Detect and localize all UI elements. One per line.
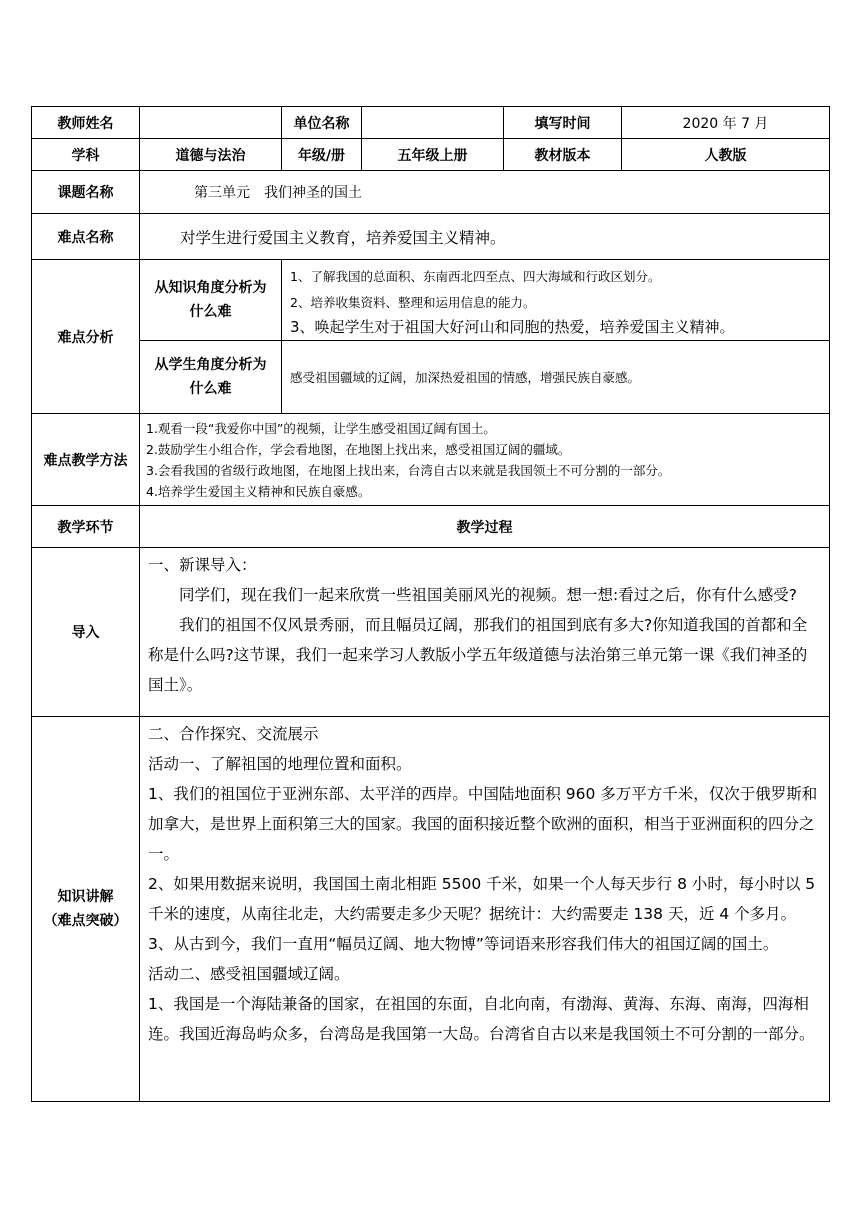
- student-angle-label: [140, 341, 282, 414]
- analysis-row-knowledge: [32, 260, 830, 341]
- process-label: 教学过程: [140, 506, 830, 548]
- knowledge-angle-content: [282, 260, 830, 341]
- lesson-plan-table: [31, 106, 830, 1102]
- analysis-row-student: [32, 341, 830, 414]
- knowledge-label-line1: 知识讲解: [57, 889, 114, 905]
- grade-value: 五年级上册: [362, 139, 504, 171]
- fill-time-value: 2020 年 7 月: [622, 107, 830, 139]
- difficulty-value: 对学生进行爱国主义教育，培养爱国主义精神。: [140, 214, 830, 260]
- unit-label: 单位名称: [282, 107, 362, 139]
- topic-value: 第三单元 我们神圣的国土: [140, 171, 830, 214]
- student-angle-label-line2: 什么难: [189, 381, 232, 397]
- method-item-3: 3.会看我国的省级行政地图，在地图上找出来，台湾自古以来就是我国领土不可分割的一部分。: [146, 462, 671, 478]
- intro-paragraph-1: 同学们，现在我们一起来欣赏一些祖国美丽风光的视频。想一想:看过之后，你有什么感受?: [179, 586, 797, 604]
- knowledge-content: [140, 717, 830, 1102]
- method-item-4: 4.培养学生爱国主义精神和民族自豪感。: [146, 483, 371, 499]
- knowledge-angle-label: [140, 260, 282, 341]
- method-item-1: 1.观看一段“我爱你中国”的视频，让学生感受祖国辽阔有国土。: [146, 420, 496, 436]
- intro-row: [32, 548, 830, 717]
- activity-1-title: 活动一、了解祖国的地理位置和面积。: [148, 755, 412, 773]
- difficulty-label: 难点名称: [32, 214, 140, 260]
- knowledge-item-1: 1、了解我国的总面积、东南西北四至点、四大海域和行政区划分。: [290, 269, 661, 284]
- knowledge-row: [32, 717, 830, 1102]
- unit-value: [362, 107, 504, 139]
- topic-row: [32, 171, 830, 214]
- intro-label: 导入: [32, 548, 140, 717]
- teacher-name-value: [140, 107, 282, 139]
- intro-heading: 一、新课导入：: [148, 556, 257, 574]
- knowledge-angle-label-line2: 什么难: [189, 304, 232, 320]
- header-row-2: [32, 139, 830, 171]
- knowledge-point-3: 3、从古到今，我们一直用“幅员辽阔、地大物博”等词语来形容我们伟大的祖国辽阔的国土。: [148, 935, 779, 953]
- knowledge-point-2: 2、如果用数据来说明，我国国土南北相距 5500 千米，如果一个人每天步行 8 小时，每小时以 5 千米的速度，从南往北走，大约需要走多少天呢？据统计：大约需要走 138 天，近 4 个多月。: [148, 875, 816, 923]
- methods-label: 难点教学方法: [32, 414, 140, 506]
- student-angle-label-line1: 从学生角度分析为: [154, 357, 267, 373]
- method-item-2: 2.鼓励学生小组合作，学会看地图，在地图上找出来，感受祖国辽阔的疆域。: [146, 441, 571, 457]
- edition-label: 教材版本: [504, 139, 622, 171]
- fill-time-label: 填写时间: [504, 107, 622, 139]
- knowledge-angle-label-line1: 从知识角度分析为: [154, 280, 267, 296]
- difficulty-row: [32, 214, 830, 260]
- process-header-row: [32, 506, 830, 548]
- intro-paragraph-2: 我们的祖国不仅风景秀丽，而且幅员辽阔，那我们的祖国到底有多大?你知道我国的首都和全称是什么吗?这节课，我们一起来学习人教版小学五年级道德与法治第三单元第一课《我们神圣的国土》。: [148, 616, 808, 694]
- activity-2-title: 活动二、感受祖国疆域辽阔。: [148, 965, 350, 983]
- knowledge-item-2: 2、培养收集资料、整理和运用信息的能力。: [290, 295, 536, 310]
- header-row-1: [32, 107, 830, 139]
- intro-content: [140, 548, 830, 717]
- methods-content: [140, 414, 830, 506]
- knowledge-point-4: 1、我国是一个海陆兼备的国家，在祖国的东面，自北向南，有渤海、黄海、东海、南海，四海相连。我国近海岛屿众多，台湾岛是我国第一大岛。台湾省自古以来是我国领土不可分割的一部分。: [148, 995, 815, 1043]
- knowledge-item-3: 3、唤起学生对于祖国大好河山和同胞的热爱，培养爱国主义精神。: [290, 318, 735, 336]
- student-angle-content: 感受祖国疆域的辽阔，加深热爱祖国的情感，增强民族自豪感。: [282, 341, 830, 414]
- subject-label: 学科: [32, 139, 140, 171]
- topic-label: 课题名称: [32, 171, 140, 214]
- knowledge-point-1: 1、我们的祖国位于亚洲东部、太平洋的西岸。中国陆地面积 960 多万平方千米，仅次于俄罗斯和加拿大，是世界上面积第三大的国家。我国的面积接近整个欧洲的面积，相当于亚洲面积的四分之一。: [148, 785, 818, 863]
- analysis-label: 难点分析: [32, 260, 140, 414]
- subject-value: 道德与法治: [140, 139, 282, 171]
- teacher-name-label: 教师姓名: [32, 107, 140, 139]
- knowledge-label: [32, 717, 140, 1102]
- knowledge-heading: 二、合作探究、交流展示: [148, 725, 319, 743]
- grade-label: 年级/册: [282, 139, 362, 171]
- methods-row: [32, 414, 830, 506]
- stage-label: 教学环节: [32, 506, 140, 548]
- edition-value: 人教版: [622, 139, 830, 171]
- knowledge-label-line2: （难点突破）: [43, 913, 128, 929]
